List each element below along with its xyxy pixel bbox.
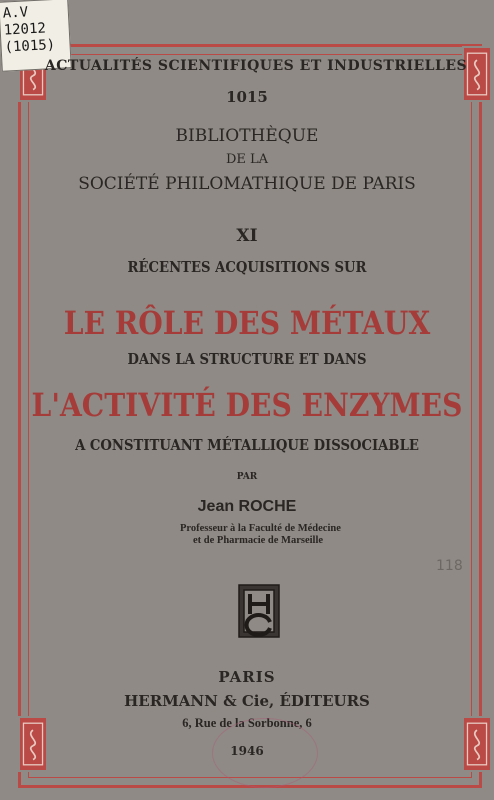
main-title: LE RÔLE DES MÉTAUX: [63, 304, 431, 342]
library-line: BIBLIOTHÈQUE: [175, 126, 319, 146]
subtitle: RÉCENTES ACQUISITIONS SUR: [127, 258, 367, 276]
city: PARIS: [218, 668, 276, 686]
shelf-label-line: A.V: [2, 4, 29, 22]
series-title: ACTUALITÉS SCIENTIFIQUES ET INDUSTRIELLES: [44, 58, 468, 74]
volume-number: XI: [236, 226, 258, 246]
series-number: 1015: [226, 88, 268, 106]
author-affiliation: Professeur à la Faculté de Médecine: [180, 523, 341, 534]
shelf-label-line: 12012: [3, 20, 47, 39]
library-line: DE LA: [225, 152, 269, 167]
shelf-label-line: (1015): [4, 36, 56, 56]
author-affiliation: et de Pharmacie de Marseille: [193, 535, 324, 546]
hermann-logo-icon: [238, 584, 280, 638]
library-line: SOCIÉTÉ PHILOMATHIQUE DE PARIS: [78, 174, 416, 194]
publication-year: 1946: [230, 744, 264, 758]
publisher: HERMANN & Cie, ÉDITEURS: [124, 692, 370, 710]
author-name: Jean ROCHE: [197, 498, 297, 515]
by-label: PAR: [236, 472, 258, 482]
publisher-address: 6, Rue de la Sorbonne, 6: [182, 716, 312, 730]
subtitle: A CONSTITUANT MÉTALLIQUE DISSOCIABLE: [75, 436, 419, 454]
subtitle: DANS LA STRUCTURE ET DANS: [127, 350, 367, 368]
main-title: L'ACTIVITÉ DES ENZYMES: [31, 386, 463, 424]
pencil-note: 118: [436, 558, 463, 574]
